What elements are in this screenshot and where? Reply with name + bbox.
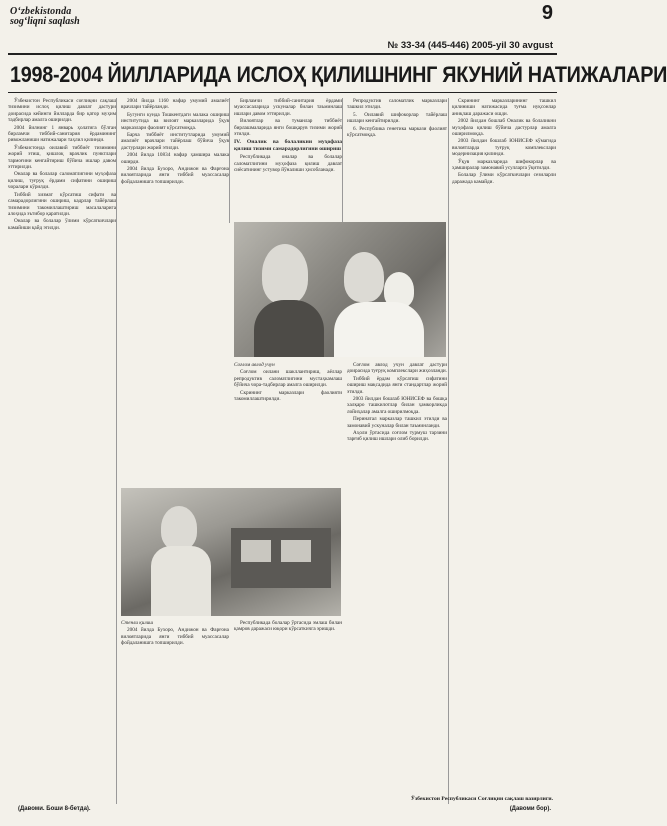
header-rule: [8, 53, 557, 55]
photo-caption: Соғлом авлод учун: [234, 362, 275, 368]
column-3-top: [234, 98, 342, 218]
paragraph: 2004 йилда 10834 нафар ҳамшира малака оширди.: [121, 152, 229, 165]
paragraph: Перинатал марказлар ташкил этилди ва замонавий ускуналар билан таъминланди.: [347, 416, 447, 429]
paragraph: Скрининг марказларининг ташкил қилиниши натижасида туғма нуқсонлар аниқлаш даражаси ошди.: [452, 98, 556, 117]
column-divider: [448, 98, 449, 804]
paragraph: Оналар ва болалар саломатлигини муҳофаза қилиш, туғруқ ёрдами сифатини ошириш чоралари кўрилди.: [8, 171, 116, 191]
column-2-bottom: [121, 620, 229, 804]
paragraph: Болалар ўлими кўрсаткичлари сезиларли даражада камайди.: [452, 172, 556, 185]
paragraph: Скрининг марказлари фаолияти такомиллаштирилди.: [234, 389, 342, 403]
continued-from-note: (Давоми. Боши 8-бетда).: [18, 806, 91, 812]
paragraph: 2003 йилдан бошлаб ЮНИСЕФ кўмагида вилоятларда туғруқ комплекслари модернизация қилинди.: [452, 138, 556, 158]
paragraph: Тиббий хизмат кўрсатиш сифати ва самарадорлигини ошириш, кадрлар тайёрлаш тизимини такомиллаштириш масалаларига алоҳида эътибор қаратилди.: [8, 191, 116, 217]
paragraph: Ўқув марказларида шифокорлар ва ҳамширалар замонавий усулларга ўқитилди.: [452, 158, 556, 172]
article-signoff: Ўзбекистон Республикаси Соғлиқни сақлаш вазирлиги.: [410, 796, 553, 802]
column-divider: [116, 98, 117, 804]
paragraph: Республикада оналар ва болалар саломатлигини муҳофаза қилиш давлат сиёсатининг устувор йўналиши ҳисобланади.: [234, 154, 342, 174]
paragraph: Бирламчи тиббий-санитария ёрдами муассасаларида ускуналар билан таъминлаш ишлари давом эттирилди.: [234, 98, 342, 117]
issue-info: № 33-34 (445-446) 2005-yil 30 avgust: [387, 40, 553, 51]
paragraph: 5. Оилавий шифокорлар тайёрлаш ишлари кенгайтирилди.: [347, 111, 447, 125]
column-1: [8, 98, 116, 804]
photo-laboratory: [121, 488, 341, 616]
paragraph: Барча тиббиёт институтларида умумий амалиёт врачлари тайёрлаш бўйича ўқув дастурлари жорий этилди.: [121, 132, 229, 151]
paragraph: Соғлом оилани шакллантириш, аёллар репродуктив саломатлигини мустаҳкамлаш бўйича чора-тадбирлар амалга оширилди.: [234, 369, 342, 389]
masthead-line-2: sog‘liqni saqlash: [10, 16, 80, 27]
photo-caption: Стенли қилиш: [121, 620, 154, 626]
paragraph: 6. Республика генетика маркази фаолият кўрсатмоқда.: [347, 125, 447, 139]
paragraph: 2004 йилда Бухоро, Андижон ва Фарғона вилоятларида янги тиббий муассасалар фойдаланишга топширилди.: [121, 166, 229, 185]
paragraph: Репродуктив саломатлик марказлари ташкил этилди.: [347, 98, 447, 111]
column-5: [452, 98, 556, 804]
paragraph: Республикада болалар ўртасида эмлаш билан қамров даражаси юқори кўрсаткичга эришди.: [234, 620, 342, 633]
paragraph: Аҳоли ўртасида соғлом турмуш тарзини тарғиб қилиш ишлари олиб борилди.: [347, 430, 447, 443]
paragraph: Бугунги кунда Тошкентдаги малака ошириш институтида ва вилоят марказларида ўқув марказлари фаолият кўрсатмоқда.: [121, 111, 229, 131]
paragraph: 2004 йилнинг 1 январь ҳолатига бўлган бирламчи тиббий-санитария ёрдамининг ривожланиши натижалари таҳлил қилинди.: [8, 124, 116, 144]
column-2-top: [121, 98, 229, 484]
paragraph: Вилоятлар ва туманлар тиббиёт бирлашмаларида янги бошқарув тизими жорий этилди.: [234, 118, 342, 138]
column-divider: [229, 98, 230, 223]
column-3-bottom: [234, 620, 342, 804]
paragraph: Ўзбекистонда оилавий тиббиёт тизимини жорий этиш, қишлоқ врачлик пунктлари тармоғини кенгайтириш бўйича ишлар давом эттирилди.: [8, 144, 116, 171]
paragraph: 2003 йилдан бошлаб ЮНИСЕФ ва бошқа халқаро ташкилотлар билан ҳамкорликда лойиҳалар амалга оширилмоқда.: [347, 396, 447, 415]
paragraph: 2002 йилдан бошлаб Оналик ва болаликни муҳофаза қилиш бўйича дастурлар амалга оширилмоқда.: [452, 118, 556, 138]
masthead: [10, 6, 210, 27]
paragraph: Соғлом авлод учун давлат дастури доирасида туғруқ комплекслари жиҳозланди.: [347, 362, 448, 375]
section-subheading: IV. Оналик ва болаликни муҳофаза қилиш тизими самарадорлигини ошириш: [234, 139, 342, 152]
to-be-continued-note: (Давоми бор).: [509, 806, 551, 812]
column-4-top: [347, 98, 447, 218]
article-headline: 1998-2004 ЙИЛЛАРИДА ИСЛОҲ ҚИЛИШНИНГ ЯКУНИЙ НАТИЖАЛАРИ: [10, 62, 667, 87]
column-divider: [342, 98, 343, 223]
photo-doctors-with-child: [234, 222, 446, 357]
paragraph: Ўзбекистон Республикаси соғлиқни сақлаш тизимини ислоҳ қилиш давлат дастури доирасида кейинги йилларда бир қатор муҳим тадбирлар амалга оширилди.: [8, 98, 116, 124]
paragraph: Тиббий ёрдам кўрсатиш сифатини ошириш мақсадида янги стандартлар жорий этилди.: [347, 375, 447, 395]
paragraph: 2004 йилда 1160 нафар умумий амалиёт врачлари тайёрланди.: [121, 98, 229, 111]
column-3-middle: [234, 362, 342, 482]
paragraph: Оналар ва болалар ўлими кўрсаткичлари камайиши қайд этилди.: [8, 218, 116, 231]
masthead-line-1: O‘zbekistonda: [10, 6, 72, 17]
column-4-bottom: [347, 362, 447, 804]
paragraph: 2004 йилда Бухоро, Андижон ва Фарғона вилоятларида янги тиббий муассасалар фойдаланишга топширилди.: [121, 627, 229, 647]
page-number: 9: [541, 2, 553, 24]
headline-rule: [8, 92, 557, 93]
